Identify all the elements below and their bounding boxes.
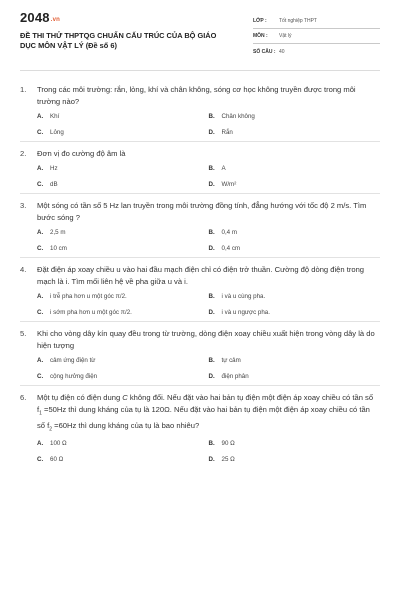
- exam-meta: [253, 14, 380, 59]
- option-text: i và u cùng pha.: [221, 293, 266, 300]
- option-text: cảm ứng điện từ: [50, 357, 96, 364]
- answer-options: [20, 165, 380, 188]
- option-b[interactable]: [209, 293, 381, 300]
- option-text: 90 Ω: [221, 440, 235, 448]
- option-letter: A.: [37, 165, 44, 172]
- option-b[interactable]: [209, 440, 381, 447]
- option-b[interactable]: [209, 113, 381, 120]
- meta-count-value: 40: [279, 48, 285, 55]
- option-a[interactable]: [37, 357, 209, 364]
- option-letter: A.: [37, 440, 44, 448]
- question-number: 3.: [20, 201, 27, 210]
- option-text: i và u ngược pha.: [221, 309, 270, 316]
- option-letter: A.: [37, 357, 44, 364]
- header-divider: [20, 70, 380, 71]
- meta-count-row: [253, 44, 380, 59]
- answer-options: [20, 229, 380, 252]
- option-c[interactable]: [37, 181, 209, 188]
- option-text: i trễ pha hơn u một góc π/2.: [50, 293, 127, 300]
- option-letter: D.: [208, 181, 215, 188]
- logo-text: 2048: [20, 10, 50, 25]
- answer-options: [20, 293, 380, 316]
- meta-subject-value: Vật lý: [279, 33, 292, 39]
- option-text: Lỏng: [50, 129, 64, 136]
- option-text: 100 Ω: [50, 440, 67, 448]
- question-6: [20, 386, 380, 468]
- exam-title: ĐỀ THI THỬ THPTQG CHUẨN CẤU TRÚC CỦA BỘ GIÁO DỤC MÔN VẬT LÝ (Đề số 6): [20, 31, 217, 50]
- option-letter: D.: [208, 309, 215, 316]
- option-a[interactable]: [37, 165, 209, 172]
- question-5: [20, 322, 380, 386]
- option-letter: C.: [37, 245, 44, 252]
- option-letter: D.: [208, 456, 215, 464]
- option-c[interactable]: [37, 309, 209, 316]
- option-c[interactable]: [37, 245, 209, 252]
- question-text-part: =50Hz thì dung kháng của tụ là 120Ω. Nếu đặt vào hai bản tụ điện một điện áp xoay chiều có tần số f: [37, 405, 370, 430]
- site-logo[interactable]: [20, 10, 60, 25]
- option-letter: D.: [208, 245, 215, 252]
- question-2: [20, 142, 380, 194]
- question-list: [20, 78, 380, 468]
- option-d[interactable]: [209, 373, 381, 380]
- option-c[interactable]: [37, 373, 209, 380]
- option-d[interactable]: [209, 309, 381, 316]
- option-text: 0,4 m: [221, 229, 237, 236]
- question-3: [20, 194, 380, 258]
- frequency-subscript: 1: [39, 410, 42, 417]
- answer-options: [20, 440, 380, 463]
- option-text: 60 Ω: [50, 456, 64, 464]
- option-letter: D.: [208, 129, 215, 136]
- option-a[interactable]: [37, 113, 209, 120]
- option-a[interactable]: [37, 440, 209, 447]
- option-a[interactable]: [37, 293, 209, 300]
- meta-subject-label: MÔN :: [253, 33, 268, 39]
- option-text: Khí: [50, 113, 60, 120]
- option-letter: B.: [208, 113, 215, 120]
- option-text: tự cảm: [221, 357, 241, 364]
- option-c[interactable]: [37, 456, 209, 463]
- option-letter: B.: [208, 165, 215, 172]
- option-letter: B.: [208, 357, 215, 364]
- option-text: điện phân: [221, 373, 249, 380]
- option-letter: C.: [37, 129, 44, 136]
- option-text: 0,4 cm: [221, 245, 241, 252]
- question-text: Khi cho vòng dây kín quay đều trong từ trường, dòng điện xoay chiều xuất hiện trong vòng dây là do hiện tượng: [37, 329, 375, 350]
- option-letter: D.: [208, 373, 215, 380]
- option-b[interactable]: [209, 165, 381, 172]
- meta-class-label: LỚP :: [253, 18, 267, 24]
- answer-options: [20, 113, 380, 136]
- option-d[interactable]: [209, 181, 381, 188]
- option-text: A: [221, 165, 226, 172]
- option-letter: A.: [37, 293, 44, 300]
- option-text: Chân không: [221, 113, 255, 120]
- option-letter: C.: [37, 181, 44, 188]
- logo-suffix: .vn: [50, 17, 61, 23]
- option-text: dB: [50, 181, 58, 188]
- question-number: 6.: [20, 393, 27, 402]
- option-text: 2,5 m: [50, 229, 66, 236]
- option-letter: C.: [37, 456, 44, 464]
- option-text: 10 cm: [50, 245, 67, 252]
- capacitance-symbol: C: [122, 393, 128, 402]
- frequency-subscript: 2: [49, 426, 53, 433]
- meta-count-label: SỐ CÂU :: [253, 48, 276, 55]
- option-text: cộng hưởng điện: [50, 373, 98, 380]
- option-d[interactable]: [209, 456, 381, 463]
- option-text: W/m²: [221, 181, 237, 188]
- option-letter: A.: [37, 113, 44, 120]
- option-a[interactable]: [37, 229, 209, 236]
- question-number: 2.: [20, 149, 27, 158]
- option-letter: C.: [37, 309, 44, 316]
- answer-options: [20, 357, 380, 380]
- option-text: Rắn: [221, 129, 233, 136]
- meta-class-row: [253, 14, 380, 29]
- question-number: 5.: [20, 329, 27, 338]
- question-text-part: =60Hz thì dung kháng của tụ là bao nhiêu?: [52, 420, 200, 430]
- exam-header: [20, 10, 380, 64]
- question-text-part: không đổi. Nếu đặt vào hai bản tụ điện một điện áp xoay chiều có tần số f: [37, 393, 374, 414]
- option-letter: B.: [208, 229, 215, 236]
- option-letter: C.: [37, 373, 44, 380]
- question-4: [20, 258, 380, 322]
- question-text: Trong các môi trường: rắn, lỏng, khí và chân không, sóng cơ học không truyền được trong môi trường nào?: [37, 85, 356, 106]
- meta-subject-row: [253, 29, 380, 44]
- question-text: Đơn vị đo cường độ âm là: [37, 149, 126, 158]
- question-text: Đặt điện áp xoay chiều u vào hai đầu mạch điện chỉ có điện trở thuần. Cường độ dòng điện trong mạch là i. Tìm mối liên hệ về pha giữa u và i.: [37, 265, 365, 286]
- question-1: [20, 78, 380, 142]
- option-b[interactable]: [209, 357, 381, 364]
- option-text: 25 Ω: [221, 456, 235, 464]
- option-letter: A.: [37, 229, 44, 236]
- option-c[interactable]: [37, 129, 209, 136]
- question-text-part: Một tụ điện có điện dung: [37, 393, 123, 402]
- option-d[interactable]: [209, 245, 381, 252]
- option-b[interactable]: [209, 229, 381, 236]
- question-text: [37, 392, 380, 435]
- option-text: Hz: [50, 165, 58, 172]
- question-number: 1.: [20, 85, 27, 94]
- question-number: 4.: [20, 265, 27, 274]
- question-text: Một sóng có tần số 5 Hz lan truyền trong môi trường đồng tính, đẳng hướng với tốc độ 2 m/s. Tìm bước sóng ?: [37, 201, 367, 222]
- option-text: i sớm pha hơn u một góc π/2.: [50, 309, 132, 316]
- option-letter: B.: [208, 440, 215, 448]
- option-letter: B.: [208, 293, 215, 300]
- meta-class-value: Tốt nghiệp THPT: [279, 18, 317, 24]
- option-d[interactable]: [209, 129, 381, 136]
